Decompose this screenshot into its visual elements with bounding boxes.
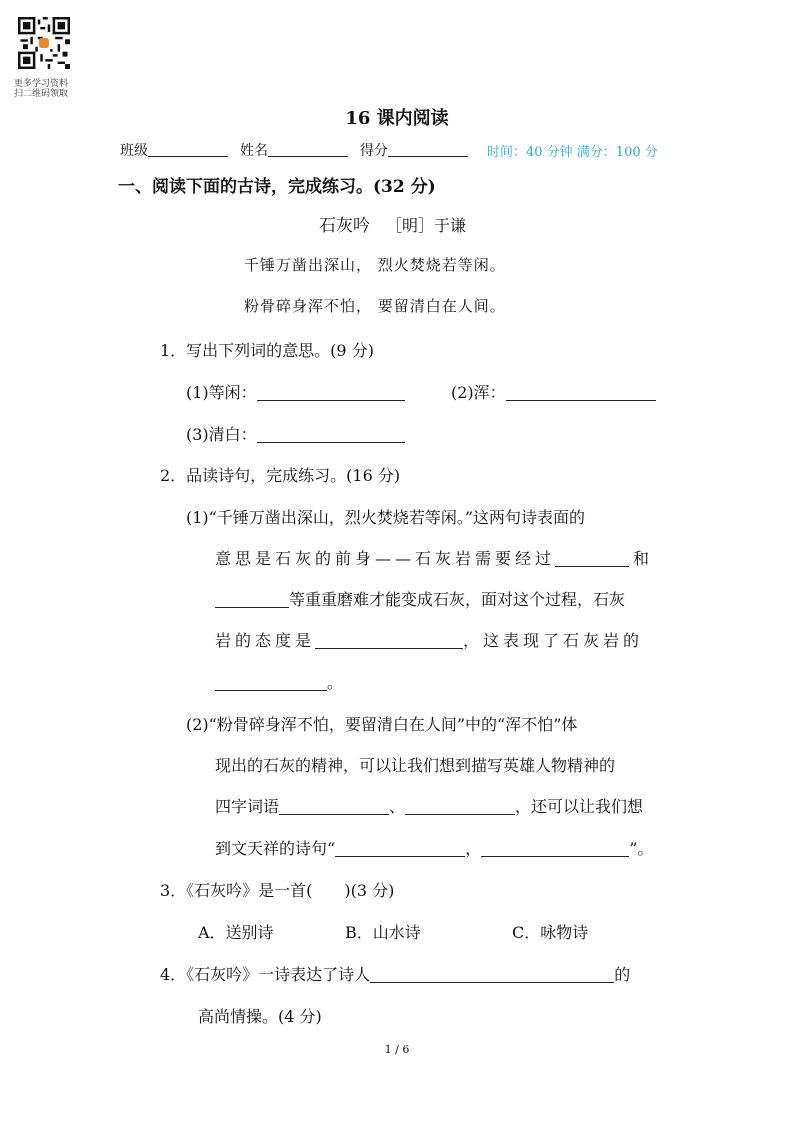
q2-p2-line4-text-a: 到文天祥的诗句“ [215, 839, 336, 858]
q2-p2-line1: (2)“粉骨碎身浑不怕，要留清白在人间”中的“浑不怕”体 [186, 715, 578, 734]
q2-p1-line2 [215, 546, 649, 569]
q4-line1-end: 的 [614, 965, 631, 984]
q3-option-c[interactable]: C．咏物诗 [512, 923, 589, 942]
q1-answer-b[interactable] [506, 384, 656, 401]
q1-item-b [451, 380, 656, 403]
q1-stem: 1．写出下列词的意思。(9 分) [160, 341, 374, 360]
q2-p2-line3-sep: 、 [389, 797, 406, 816]
q2-p2-blank1[interactable] [279, 798, 389, 815]
poem-title: 石灰吟 [319, 216, 370, 236]
name-label: 姓名 [240, 143, 268, 159]
qr-caption-line1: 更多学习资料 [14, 79, 69, 89]
q2-p1-line5-end: 。 [327, 673, 344, 692]
q1-item-a-label: (1)等闲： [186, 383, 257, 402]
score-blank[interactable] [388, 142, 468, 157]
q2-p1-line4-text-b: ，这表现了石灰岩的 [463, 631, 644, 650]
q2-p1-line4-text-a: 岩的态度是 [215, 631, 316, 650]
q1-item-c [186, 422, 405, 445]
qr-caption [14, 79, 68, 99]
q1-item-b-label: (2)浑： [451, 383, 506, 402]
q2-stem: 2．品读诗句，完成练习。(16 分) [160, 466, 401, 485]
poem-author: ［明］于谦 [386, 216, 467, 235]
q1-answer-a[interactable] [257, 384, 405, 401]
q2-p2-line4 [215, 836, 653, 859]
q1-item-a [186, 380, 405, 403]
q2-p1-blank1[interactable] [555, 550, 629, 567]
q2-p2-blank4[interactable] [481, 840, 629, 857]
class-blank[interactable] [148, 142, 228, 157]
section-heading: 一、阅读下面的古诗，完成练习。(32 分) [118, 177, 436, 197]
q3-option-b[interactable]: B．山水诗 [345, 923, 421, 942]
time-limit: 时间：40 分钟 满分：100 分 [487, 145, 658, 160]
q2-p2-line3-text-c: ，还可以让我们想 [515, 797, 644, 816]
q2-p1-blank2[interactable] [215, 591, 289, 608]
q2-p1-line3-text: 等重重磨难才能变成石灰，面对这个过程，石灰 [289, 590, 626, 609]
poem-line-2: 粉骨碎身浑不怕， 要留清白在人间。 [244, 297, 506, 315]
q2-p1-line4 [215, 628, 643, 651]
q2-p2-line3 [215, 794, 643, 817]
q2-p2-line2: 现出的石灰的精神，可以让我们想到描写英雄人物精神的 [215, 756, 616, 775]
page-number: 1 / 6 [384, 1043, 410, 1056]
page-title: 16 课内阅读 [345, 108, 449, 129]
qr-caption-line2: 扫二维码领取 [14, 89, 69, 99]
q2-p1-blank3[interactable] [315, 632, 463, 649]
q4-line1 [160, 962, 630, 985]
qr-code [18, 17, 70, 69]
q2-p1-line5 [215, 670, 343, 693]
name-field [240, 140, 348, 160]
q2-p1-line1: (1)“千锤万凿出深山，烈火焚烧若等闲。”这两句诗表面的 [186, 508, 586, 527]
q2-p2-line4-comma: ， [465, 839, 482, 858]
class-label: 班级 [120, 143, 148, 159]
name-blank[interactable] [268, 142, 348, 157]
q2-p1-line2-text: 意思是石灰的前身——石灰岩需要经过 [215, 549, 556, 568]
q4-line2: 高尚情操。(4 分) [198, 1007, 322, 1026]
q2-p1-blank4[interactable] [215, 674, 327, 691]
q2-p1-line2-and: 和 [633, 549, 650, 568]
q2-p2-line3-text-a: 四字词语 [215, 797, 280, 816]
poem-title-line [319, 211, 466, 236]
score-label: 得分 [360, 143, 388, 159]
q3-stem: 3．《石灰吟》是一首( )(3 分) [160, 881, 395, 900]
q1-answer-c[interactable] [257, 426, 405, 443]
score-field [360, 140, 468, 160]
q2-p1-line3 [215, 587, 625, 610]
q2-p2-line4-end: ”。 [629, 839, 654, 858]
q2-p2-blank2[interactable] [405, 798, 515, 815]
q1-item-c-label: (3)清白： [186, 425, 257, 444]
poem-line-1: 千锤万凿出深山， 烈火焚烧若等闲。 [244, 256, 506, 274]
q3-option-a[interactable]: A．送别诗 [198, 923, 274, 942]
class-field [120, 140, 228, 160]
q4-blank[interactable] [370, 966, 614, 983]
q4-line1-text: 4．《石灰吟》一诗表达了诗人 [160, 965, 371, 984]
q2-p2-blank3[interactable] [335, 840, 465, 857]
